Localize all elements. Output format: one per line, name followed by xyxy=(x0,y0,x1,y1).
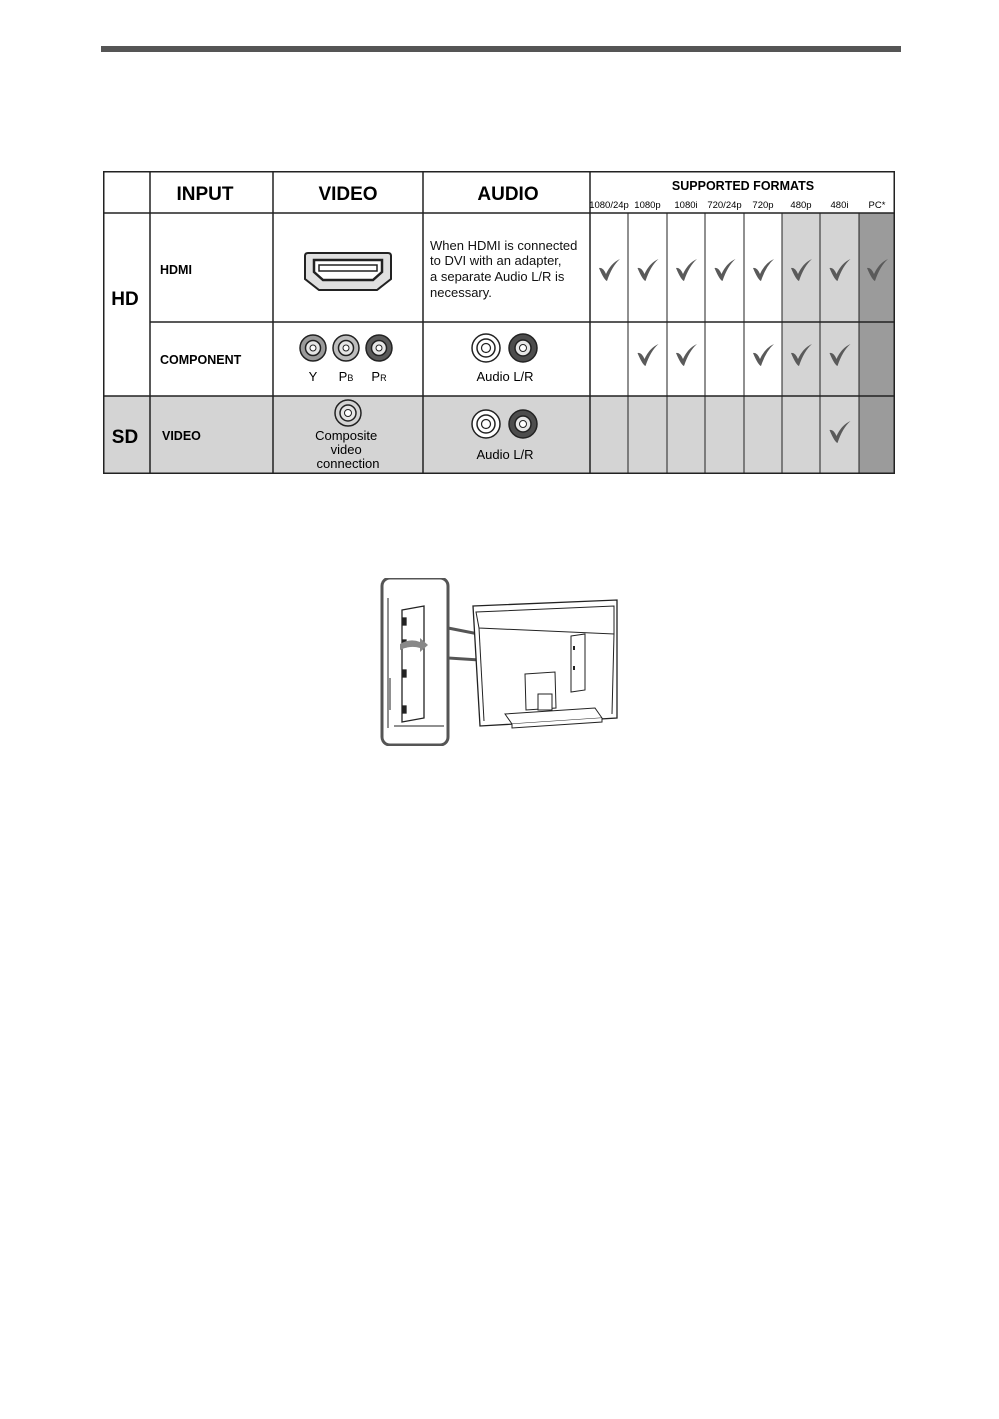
col-pc-shade xyxy=(859,213,895,473)
component-y-jack-icon xyxy=(300,335,326,361)
format-label: 1080/24p xyxy=(589,200,629,211)
format-label: 480p xyxy=(790,200,812,211)
component-pr-jack-icon xyxy=(366,335,392,361)
composite-video-label: Composite video connection xyxy=(315,428,380,471)
check-mark-icon xyxy=(638,259,659,281)
format-label: 1080i xyxy=(674,200,698,211)
sd-audio-left-jack-icon xyxy=(472,410,500,438)
component-label-y: Y xyxy=(308,369,318,384)
component-label-pr: PR xyxy=(371,369,387,384)
hdmi-connector-icon xyxy=(305,253,391,290)
input-format-table xyxy=(103,171,895,474)
input-video: VIDEO xyxy=(162,429,201,443)
format-label: 720/24p xyxy=(707,200,742,211)
header-input: INPUT xyxy=(176,184,234,205)
sd-audio-right-jack-icon xyxy=(509,410,537,438)
col-480i-shade xyxy=(820,213,859,396)
check-mark-icon xyxy=(753,344,774,366)
sd-audio-label: Audio L/R xyxy=(476,447,534,462)
check-mark-icon xyxy=(715,259,736,281)
input-hdmi: HDMI xyxy=(160,263,192,277)
check-mark-icon xyxy=(638,344,659,366)
hdmi-audio-note: When HDMI is connected to DVI with an adapter, a separate Audio L/R is necessary. xyxy=(430,238,578,300)
check-mark-icon xyxy=(676,259,697,281)
composite-video-jack-icon xyxy=(335,400,361,426)
header-audio: AUDIO xyxy=(477,184,539,205)
component-label-pb: PB xyxy=(338,369,354,384)
check-mark-icon xyxy=(599,259,620,281)
component-audio-label: Audio L/R xyxy=(476,369,534,384)
header-rule xyxy=(101,46,901,52)
check-mark-icon xyxy=(753,259,774,281)
tv-rear-illustration xyxy=(380,578,620,746)
format-label: 720p xyxy=(752,200,774,211)
audio-left-jack-icon xyxy=(472,334,500,362)
header-supported-formats: SUPPORTED FORMATS xyxy=(671,179,815,193)
group-label-sd: SD xyxy=(111,427,139,448)
col-480p-shade xyxy=(782,213,820,396)
header-video: VIDEO xyxy=(318,184,378,205)
audio-right-jack-icon xyxy=(509,334,537,362)
format-label: PC* xyxy=(868,200,886,211)
component-pb-jack-icon xyxy=(333,335,359,361)
format-label: 480i xyxy=(830,200,849,211)
format-label: 1080p xyxy=(634,200,661,211)
input-component: COMPONENT xyxy=(160,353,242,367)
check-mark-icon xyxy=(676,344,697,366)
group-label-hd: HD xyxy=(111,289,139,310)
